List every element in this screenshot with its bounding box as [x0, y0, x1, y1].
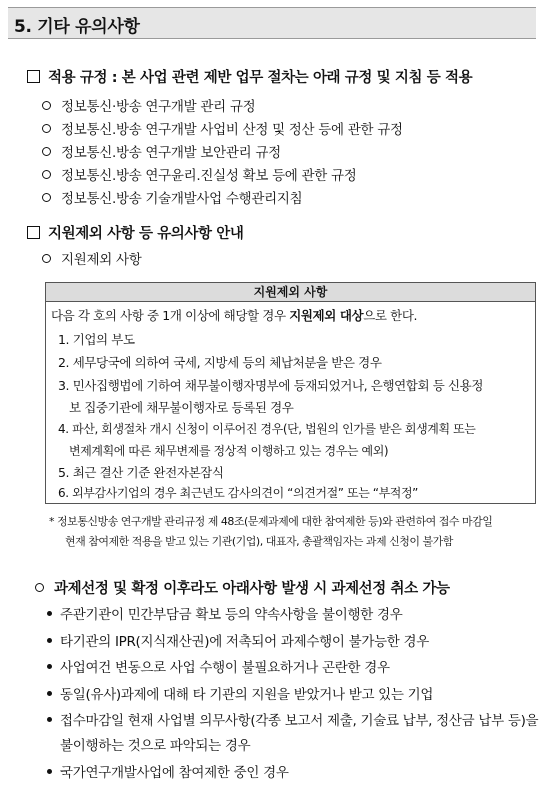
circle-bullet-icon: [42, 101, 51, 110]
part2-heading: [27, 222, 243, 243]
section-title: 5. 기타 유의사항: [14, 17, 140, 37]
table-header: 지원제외 사항: [46, 283, 535, 302]
part1-heading-text: 적용 규정 : 본 사업 관련 제반 업무 절차는 아래 규정 및 지침 등 적용: [48, 70, 473, 86]
table-intro: 다음 각 호의 사항 중 1개 이상에 해당할 경우 지원제외 대상으로 한다.: [51, 308, 418, 323]
section-header: [8, 7, 536, 39]
table-row: 1. 기업의 부도: [58, 332, 135, 347]
list-item: 사업여건 변동으로 사업 수행이 불필요하거나 곤란한 경우: [47, 656, 390, 676]
list-item: 주관기관이 민간부담금 확보 등의 약속사항을 불이행한 경우: [47, 603, 402, 623]
part2-sub: 지원제외 사항: [42, 248, 141, 268]
circle-bullet-icon: [42, 124, 51, 133]
table-row: 2. 세무당국에 의하여 국세, 지방세 등의 체납처분을 받은 경우: [58, 355, 382, 370]
footnote-line1: * 정보통신방송 연구개발 관리규정 제 48조(문제과제에 대한 참여제한 등)와 관련하여 접수 마감일: [49, 515, 493, 528]
dot-bullet-icon: [47, 691, 52, 696]
circle-bullet-icon: [42, 193, 51, 202]
circle-bullet-icon: [42, 254, 51, 263]
part3-heading: [35, 577, 450, 598]
table-row: 5. 최근 결산 기준 완전자본잠식: [58, 465, 224, 480]
table-row: 6. 외부감사기업의 경우 최근년도 감사의견이 “의견거절” 또는 “부적정”: [58, 486, 419, 500]
table-row: 변제계획에 따른 채무변제를 정상적 이행하고 있는 경우는 예외): [69, 444, 389, 458]
square-bullet-icon: [27, 226, 40, 239]
list-item: 정보통신·방송 연구개발 관리 규정: [42, 95, 255, 115]
table-row: 3. 민사집행법에 기하여 채무불이행자명부에 등재되었거나, 은행연합회 등 신용정: [58, 378, 483, 393]
dot-bullet-icon: [47, 611, 52, 616]
dot-bullet-icon: [47, 717, 52, 722]
dot-bullet-icon: [47, 638, 52, 643]
list-item: 국가연구개발사업에 참여제한 중인 경우: [47, 761, 289, 781]
list-item-continuation: 불이행하는 것으로 파악되는 경우: [60, 738, 251, 754]
circle-bullet-icon: [42, 170, 51, 179]
part1-heading: [27, 66, 472, 87]
list-item: 정보통신.방송 연구개발 보안관리 규정: [42, 141, 281, 161]
footnote-line2: 현재 참여제한 적용을 받고 있는 기관(기업), 대표자, 총괄책임자는 과제 신청이 불가함: [65, 535, 453, 548]
part3-heading-text: 과제선정 및 확정 이후라도 아래사항 발생 시 과제선정 취소 가능: [54, 581, 450, 597]
circle-bullet-icon: [35, 583, 44, 592]
table-row: 보 집중기관에 채무불이행자로 등록된 경우: [69, 400, 294, 415]
dot-bullet-icon: [47, 769, 52, 774]
list-item: 동일(유사)과제에 대해 타 기관의 지원을 받았거나 받고 있는 기업: [47, 683, 433, 703]
square-bullet-icon: [27, 70, 40, 83]
list-item: 정보통신.방송 기술개발사업 수행관리지침: [42, 187, 302, 207]
table-row: 4. 파산, 회생절차 개시 신청이 이루어진 경우(단, 법원의 인가를 받은 회생계획 또는: [58, 422, 476, 436]
list-item: 접수마감일 현재 사업별 의무사항(각종 보고서 제출, 기술료 납부, 정산금 납부 등)을: [47, 709, 538, 729]
part2-heading-text: 지원제외 사항 등 유의사항 안내: [48, 226, 244, 242]
circle-bullet-icon: [42, 147, 51, 156]
dot-bullet-icon: [47, 664, 52, 669]
list-item: 정보통신.방송 연구개발 사업비 산정 및 정산 등에 관한 규정: [42, 118, 403, 138]
list-item: 타기관의 IPR(지식재산권)에 저촉되어 과제수행이 불가능한 경우: [47, 630, 429, 650]
list-item: 정보통신.방송 연구윤리.진실성 확보 등에 관한 규정: [42, 164, 357, 184]
exclusion-table: [45, 282, 536, 504]
